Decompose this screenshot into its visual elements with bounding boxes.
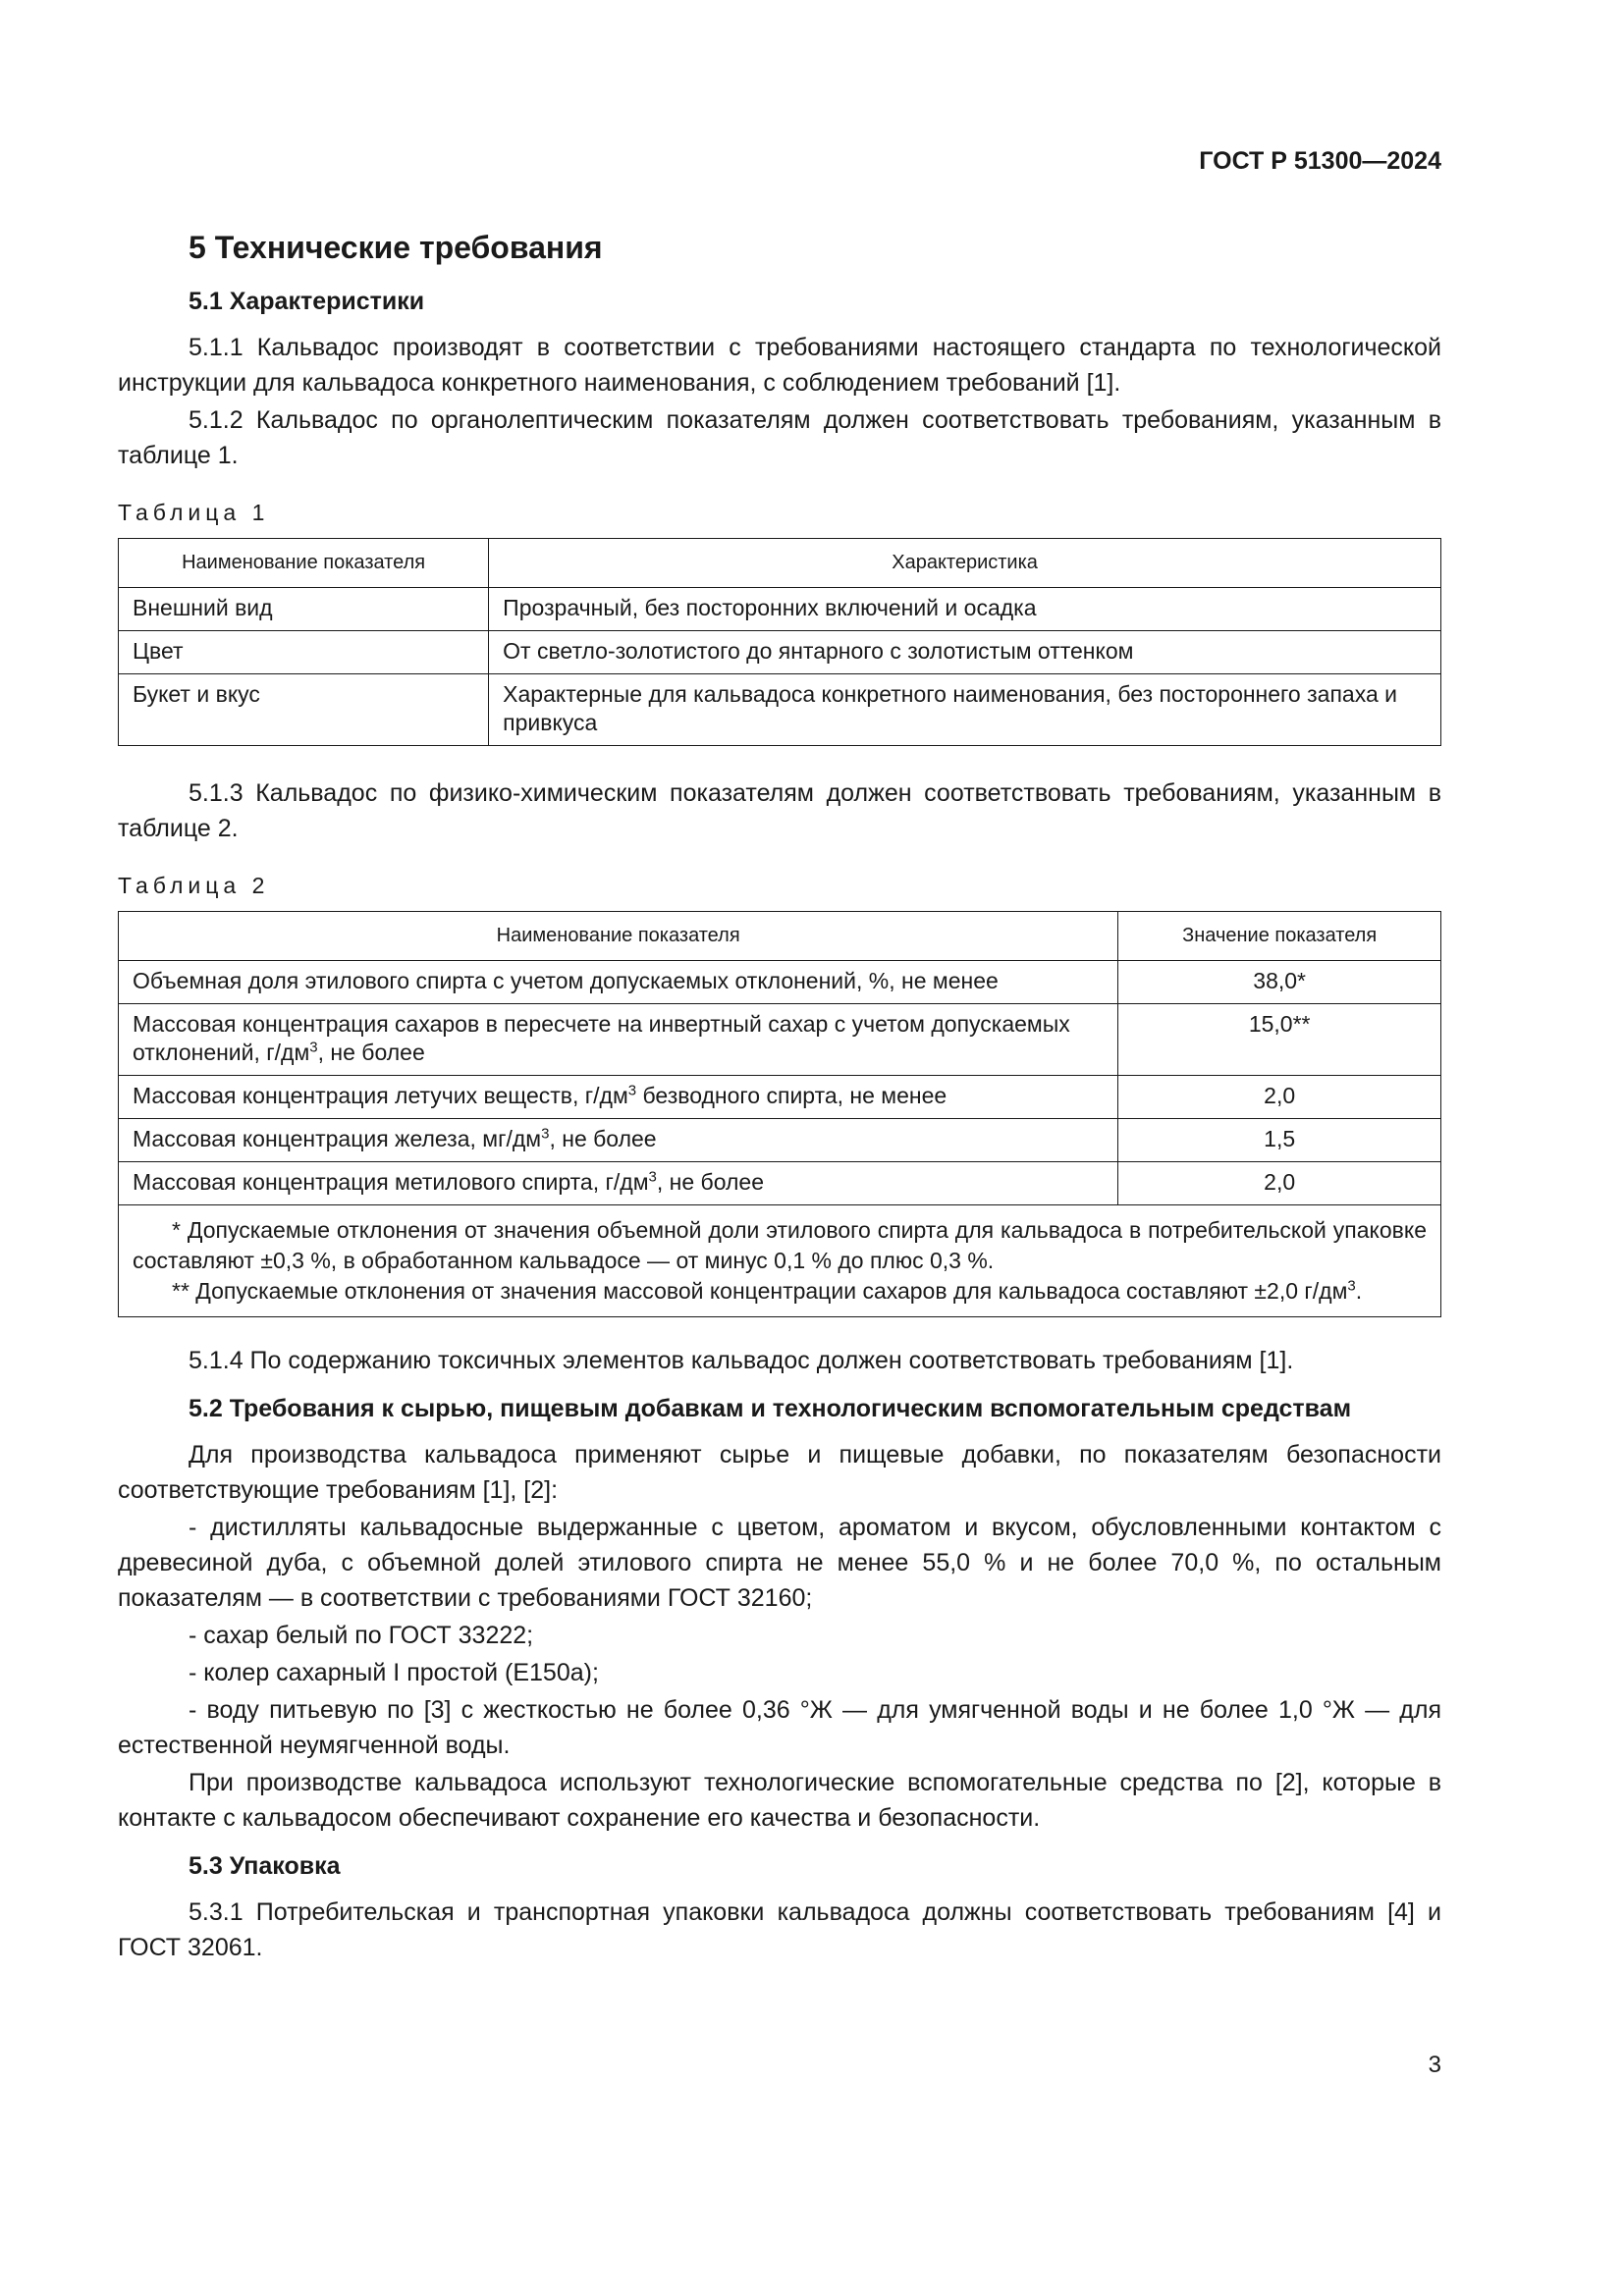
table-row	[119, 1119, 1441, 1162]
column-header: Наименование показателя	[119, 539, 489, 588]
list-item: - дистилляты кальвадосные выдержанные с цветом, ароматом и вкусом, обусловленными контактом с древесиной дуба, с объемной долей этилового спирта не менее 55,0 % и не более 70,0 %, по остальным показателям — в соответствии с требованиями ГОСТ 32160;	[118, 1514, 1441, 1612]
paragraph-5-2-intro: Для производства кальвадоса применяют сырье и пищевые добавки, по показателям безопасности соответствующие требованиям [1], [2]:	[118, 1441, 1441, 1504]
paragraph-5-1-3: 5.1.3 Кальвадос по физико-химическим показателям должен соответствовать требованиям, указанным в таблице 2.	[118, 779, 1441, 842]
paragraph-5-1-2: 5.1.2 Кальвадос по органолептическим показателям должен соответствовать требованиям, указанным в таблице 1.	[118, 406, 1441, 469]
table-row	[119, 674, 1441, 746]
table-footnotes	[119, 1205, 1441, 1317]
footnote-1: * Допускаемые отклонения от значения объемной доли этилового спирта для кальвадоса в потребительской упаковке составляют ±0,3 %, в обработанном кальвадосе — от минус 0,1 % до плюс 0,3 %.	[133, 1217, 1427, 1273]
footnote-2-text: ** Допускаемые отклонения от значения массовой концентрации сахаров для кальвадоса составляют ±2,0 г/дм	[172, 1278, 1348, 1304]
indicator-name-text: , не более	[656, 1169, 765, 1195]
paragraph-5-2-end: При производстве кальвадоса используют технологические вспомогательные средства по [2], которые в контакте с кальвадосом обеспечивают сохранение его качества и безопасности.	[118, 1769, 1441, 1832]
column-header: Значение показателя	[1118, 912, 1441, 961]
indicator-value: 1,5	[1118, 1119, 1441, 1162]
indicator-name	[119, 1119, 1118, 1162]
indicator-value: 38,0*	[1118, 961, 1441, 1004]
indicator-name-text: , не более	[317, 1040, 425, 1065]
list-item: - воду питьевую по [3] с жесткостью не более 0,36 °Ж — для умягченной воды и не более 1,0 °Ж — для естественной неумягченной воды.	[118, 1696, 1441, 1759]
indicator-name	[119, 1004, 1118, 1076]
table-1-caption: Таблица 1	[118, 500, 270, 525]
superscript: 3	[1347, 1277, 1356, 1295]
page-number: 3	[1428, 2052, 1441, 2078]
indicator-name: Букет и вкус	[119, 674, 489, 746]
paragraph-5-3-1: 5.3.1 Потребительская и транспортная упаковки кальвадоса должны соответствовать требованиям [4] и ГОСТ 32061.	[118, 1898, 1441, 1961]
table-row	[119, 1162, 1441, 1205]
indicator-name-text: безводного спирта, не менее	[636, 1083, 947, 1108]
section-5-title: 5 Технические требования	[189, 230, 603, 265]
footnote-2	[133, 1276, 1427, 1307]
indicator-name-text: Массовая концентрация сахаров в пересчете на инвертный сахар с учетом допускаемых отклонений, г/дм	[133, 1011, 1070, 1065]
paragraph-5-1-1: 5.1.1 Кальвадос производят в соответствии с требованиями настоящего стандарта по технологической инструкции для кальвадоса конкретного наименования, с соблюдением требований [1].	[118, 334, 1441, 397]
indicator-name-text: , не более	[549, 1126, 657, 1151]
page-content	[118, 218, 1441, 1965]
table-row	[119, 588, 1441, 631]
indicator-name	[119, 1162, 1118, 1205]
superscript: 3	[627, 1082, 637, 1099]
indicator-name: Цвет	[119, 631, 489, 674]
superscript: 3	[648, 1168, 657, 1186]
table-row	[119, 631, 1441, 674]
table-row	[119, 1076, 1441, 1119]
indicator-name-text: Массовая концентрация метилового спирта, г/дм	[133, 1169, 649, 1195]
table-note-row	[119, 1205, 1441, 1317]
indicator-value: От светло-золотистого до янтарного с золотистым оттенком	[489, 631, 1441, 674]
indicator-name: Внешний вид	[119, 588, 489, 631]
superscript: 3	[309, 1039, 318, 1056]
indicator-value: 2,0	[1118, 1162, 1441, 1205]
section-5-3-title: 5.3 Упаковка	[189, 1852, 341, 1880]
table-row	[119, 961, 1441, 1004]
column-header: Характеристика	[489, 539, 1441, 588]
indicator-name	[119, 1076, 1118, 1119]
table-2-caption: Таблица 2	[118, 873, 270, 898]
section-5-1-title: 5.1 Характеристики	[189, 288, 425, 315]
table-row	[119, 1004, 1441, 1076]
list-item: - колер сахарный I простой (Е150а);	[189, 1659, 599, 1686]
indicator-value: 2,0	[1118, 1076, 1441, 1119]
indicator-name-text: Массовая концентрация летучих веществ, г/дм	[133, 1083, 628, 1108]
table-1	[118, 538, 1441, 746]
indicator-value: 15,0**	[1118, 1004, 1441, 1076]
column-header: Наименование показателя	[119, 912, 1118, 961]
footnote-2-end: .	[1355, 1278, 1363, 1304]
indicator-value: Характерные для кальвадоса конкретного наименования, без постороннего запаха и привкуса	[489, 674, 1441, 746]
list-item: - сахар белый по ГОСТ 33222;	[189, 1622, 534, 1649]
table-2	[118, 911, 1441, 1317]
superscript: 3	[541, 1125, 550, 1143]
indicator-name: Объемная доля этилового спирта с учетом допускаемых отклонений, %, не менее	[119, 961, 1118, 1004]
table-header-row	[119, 912, 1441, 961]
section-5-2-title: 5.2 Требования к сырью, пищевым добавкам и технологическим вспомогательным средствам	[189, 1395, 1352, 1422]
table-header-row	[119, 539, 1441, 588]
paragraph-5-1-4: 5.1.4 По содержанию токсичных элементов кальвадос должен соответствовать требованиям [1].	[189, 1347, 1294, 1374]
document-header: ГОСТ Р 51300—2024	[1199, 147, 1441, 175]
indicator-name-text: Массовая концентрация железа, мг/дм	[133, 1126, 542, 1151]
indicator-value: Прозрачный, без посторонних включений и осадка	[489, 588, 1441, 631]
